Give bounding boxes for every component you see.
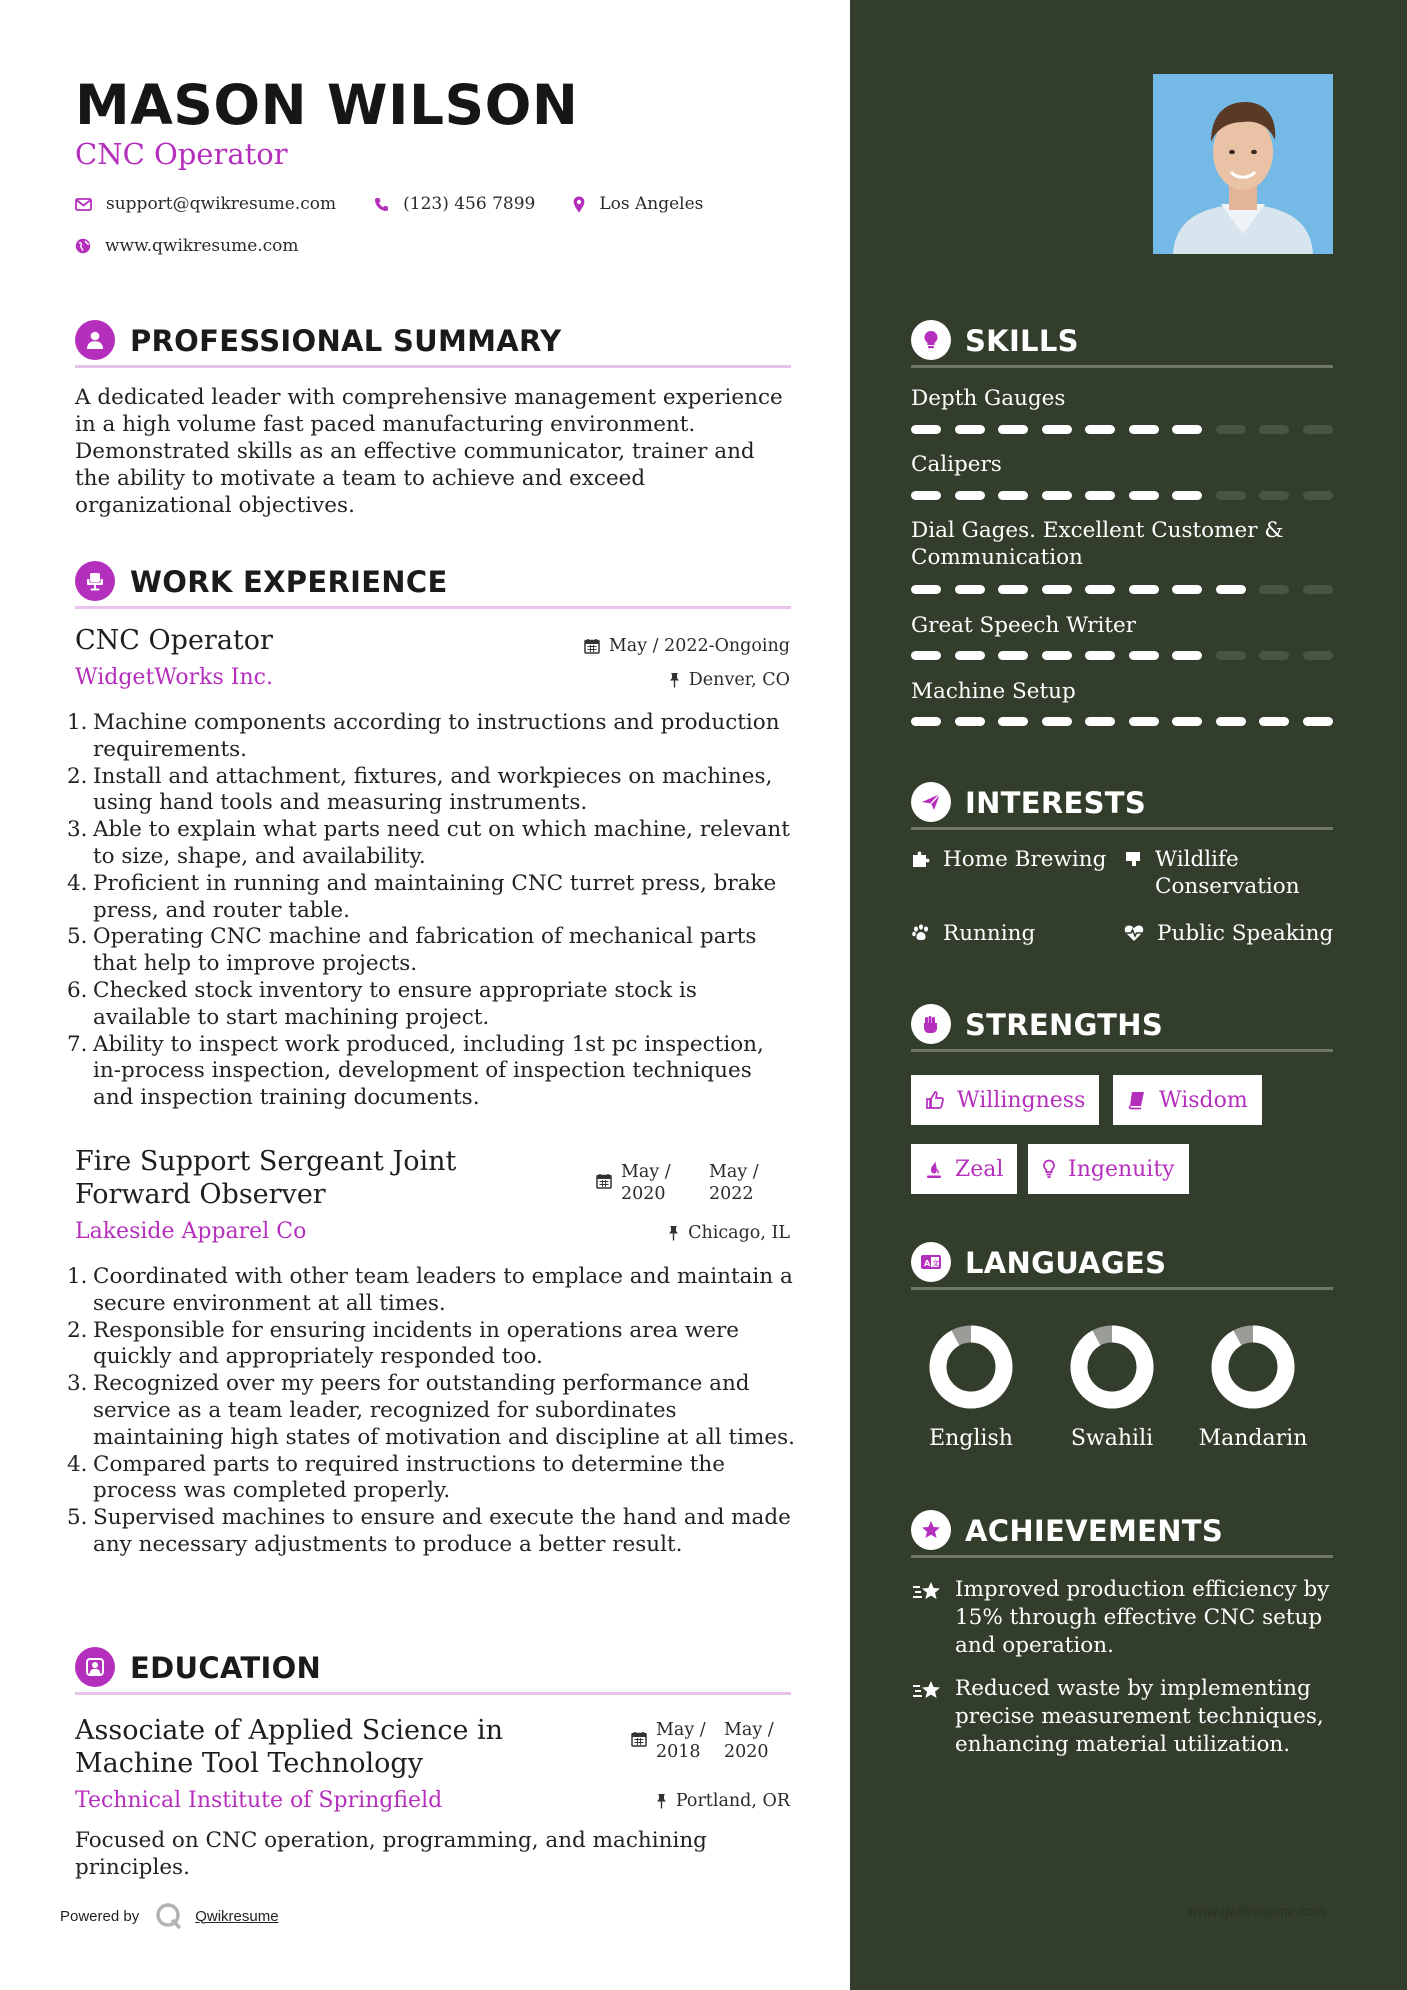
skill-dash-filled (1172, 585, 1202, 594)
skill-dash-filled (911, 651, 941, 660)
education-heading: EDUCATION (130, 1651, 322, 1685)
job-company: Lakeside Apparel Co (75, 1219, 307, 1244)
language-ring-fill (1220, 1334, 1286, 1400)
date-start: May / 2018 (656, 1720, 706, 1762)
flame-icon (925, 1159, 943, 1179)
school-name: Technical Institute of Springfield (75, 1788, 443, 1813)
interest-label: Public Speaking (1157, 921, 1334, 946)
skill-dash-filled (1042, 425, 1072, 434)
job-date-text: May / 2022-Ongoing (608, 636, 790, 656)
job-bullets (67, 1264, 797, 1559)
chair-icon (75, 561, 115, 601)
phone-text: (123) 456 7899 (403, 194, 536, 214)
qwikresume-logo-icon (155, 1902, 183, 1930)
candidate-title: CNC Operator (75, 137, 288, 171)
list-item: 3. Recognized over my peers for outstanding performance and service as a team leader, recognized for subordinates maintaining high states of motivation and discipline at all times. (67, 1371, 795, 1450)
website-row (75, 234, 337, 258)
svg-text:A: A (924, 1259, 931, 1268)
skill-dash-filled (1172, 425, 1202, 434)
email-contact[interactable] (75, 194, 336, 214)
email-icon (75, 198, 92, 211)
job-role: Fire Support Sergeant Joint Forward Observer (75, 1146, 457, 1210)
achievements-section-heading (911, 1504, 1333, 1558)
phone-contact[interactable] (374, 194, 535, 214)
skill-name: Depth Gauges (911, 386, 1066, 411)
skill-dash-empty (1216, 491, 1246, 500)
list-item: 1. Coordinated with other team leaders to emplace and maintain a secure environment at all times. (67, 1264, 793, 1316)
skill-dash-filled (1042, 651, 1072, 660)
strength-label: Ingenuity (1068, 1156, 1175, 1182)
lightbulb-outline-icon (1042, 1159, 1056, 1179)
contact-row (75, 192, 741, 216)
education-section-heading (75, 1641, 791, 1695)
interests-heading: INTERESTS (965, 786, 1147, 820)
skill-dash-filled (911, 491, 941, 500)
job-location (668, 1223, 790, 1243)
calendar-icon (584, 638, 600, 654)
skills-heading: SKILLS (965, 324, 1079, 358)
job-company: WidgetWorks Inc. (75, 665, 273, 690)
user-icon (75, 320, 115, 360)
skill-dash-filled (998, 717, 1028, 726)
skill-dash-empty (1303, 651, 1333, 660)
skill-name: Calipers (911, 452, 1002, 477)
edu-date-range (631, 1719, 784, 1763)
leaf-icon (1123, 849, 1143, 869)
powered-by-text: Powered by (60, 1907, 140, 1925)
languages-heading: LANGUAGES (965, 1246, 1167, 1280)
interests-section-heading (911, 776, 1333, 830)
book-icon (1127, 1090, 1147, 1110)
svg-text:文: 文 (932, 1259, 940, 1268)
list-item: 2. Responsible for ensuring incidents in operations area were quickly and appropriately responded too. (67, 1317, 740, 1370)
strength-tag (911, 1075, 1099, 1125)
skill-dash-filled (1172, 717, 1202, 726)
profile-photo (1153, 74, 1333, 254)
map-pin-icon (573, 196, 585, 213)
skill-level-bar (911, 425, 1333, 434)
skill-name: Great Speech Writer (911, 613, 1137, 638)
candidate-name: MASON WILSON (75, 73, 579, 137)
skill-dash-filled (1129, 425, 1159, 434)
skill-dash-filled (1085, 585, 1115, 594)
location-contact (573, 194, 703, 214)
globe-icon (75, 238, 91, 254)
website-contact[interactable] (75, 236, 299, 256)
interest-item (911, 846, 1106, 873)
location-text: Los Angeles (599, 194, 704, 214)
watermark-text: www.qwikresume.com (1187, 1903, 1326, 1919)
job-bullets (67, 710, 797, 1112)
skill-dash-empty (1303, 585, 1333, 594)
date-start: May / 2020 (621, 1162, 671, 1204)
skill-dash-filled (1129, 717, 1159, 726)
summary-section-heading (75, 314, 791, 368)
achievement-item (911, 1675, 1333, 1759)
skill-dash-filled (1042, 491, 1072, 500)
skill-dash-filled (1085, 717, 1115, 726)
list-item: 2. Install and attachment, fixtures, and workpieces on machines, using hand tools and measuring instruments. (67, 763, 773, 816)
puzzle-icon (911, 849, 931, 869)
skill-dash-empty (1303, 425, 1333, 434)
summary-text: A dedicated leader with comprehensive management experience in a high volume fast paced manufacturing environment. Demonstrated skills as an effective communicator, trainer and the ability to motivate a team to achieve and exceed organizational objectives. (75, 385, 783, 518)
skill-dash-filled (911, 717, 941, 726)
skill-dash-filled (955, 651, 985, 660)
interest-item (911, 920, 1035, 947)
skill-dash-filled (1042, 717, 1072, 726)
job-date-range (596, 1161, 769, 1205)
strength-label: Willingness (957, 1087, 1086, 1113)
list-item: 1. Machine components according to instructions and production requirements. (67, 710, 780, 762)
translate-icon (911, 1242, 951, 1282)
calendar-icon (631, 1731, 647, 1747)
strengths-section-heading (911, 998, 1333, 1052)
skill-dash-filled (1085, 491, 1115, 500)
skill-name: Dial Gages. Excellent Customer & Communication (911, 518, 1284, 570)
sidebar (850, 0, 1407, 1990)
skill-level-bar (911, 717, 1333, 726)
list-item: 3. Able to explain what parts need cut on which machine, relevant to size, shape, and availability. (67, 817, 790, 869)
skill-dash-filled (955, 425, 985, 434)
heartbeat-icon (1123, 923, 1145, 943)
skills-section-heading (911, 314, 1333, 368)
skill-dash-empty (1259, 585, 1289, 594)
skill-dash-filled (1129, 585, 1159, 594)
skill-dash-filled (998, 425, 1028, 434)
shooting-star-icon (911, 1679, 943, 1703)
interest-label: Wildlife Conservation (1155, 847, 1300, 899)
job-location-text: Chicago, IL (688, 1223, 790, 1243)
achievement-text: Reduced waste by implementing precise measurement techniques, enhancing material utilization. (955, 1676, 1324, 1757)
job-role: CNC Operator (75, 625, 273, 656)
list-item: 5. Operating CNC machine and fabrication of mechanical parts that help to improve projects. (67, 924, 757, 977)
pushpin-icon (656, 1793, 667, 1809)
skill-name: Machine Setup (911, 679, 1076, 704)
strength-tag (1113, 1075, 1262, 1125)
pushpin-icon (669, 672, 680, 688)
thumbs-up-icon (925, 1090, 945, 1110)
powered-by (60, 1902, 279, 1930)
skill-dash-filled (1216, 717, 1246, 726)
degree: Associate of Applied Science in Machine Tool Technology (75, 1715, 504, 1779)
pushpin-icon (668, 1225, 679, 1241)
strength-label: Wisdom (1159, 1087, 1248, 1113)
languages-section-heading (911, 1236, 1333, 1290)
interest-item (1123, 920, 1333, 947)
email-text: support@qwikresume.com (106, 194, 337, 214)
language-name: Mandarin (1198, 1426, 1308, 1451)
skill-dash-filled (1042, 585, 1072, 594)
language-level-ring (1193, 1322, 1313, 1412)
graduate-icon (75, 1647, 115, 1687)
fist-icon (911, 1004, 951, 1044)
skill-dash-filled (1172, 491, 1202, 500)
skill-level-bar (911, 651, 1333, 660)
skill-dash-empty (1216, 425, 1246, 434)
skill-dash-filled (1085, 425, 1115, 434)
skill-dash-filled (955, 585, 985, 594)
skill-dash-empty (1259, 425, 1289, 434)
language-item (1052, 1322, 1172, 1451)
skill-dash-filled (1129, 651, 1159, 660)
job-location (669, 670, 790, 690)
achievement-text: Improved production efficiency by 15% through effective CNC setup and operation. (955, 1577, 1330, 1658)
paw-icon (911, 923, 931, 943)
strength-tag (1028, 1144, 1189, 1194)
language-name: Swahili (1070, 1426, 1154, 1451)
skill-dash-filled (1303, 717, 1333, 726)
paper-plane-icon (911, 782, 951, 822)
strength-tag (911, 1144, 1017, 1194)
language-level-ring (1052, 1322, 1172, 1412)
job-date (584, 636, 790, 656)
education-description: Focused on CNC operation, programming, and machining principles. (75, 1828, 707, 1880)
language-item (911, 1322, 1031, 1451)
date-end: May / 2022 (709, 1162, 759, 1204)
language-ring-fill (938, 1334, 1004, 1400)
list-item: 4. Compared parts to required instructions to determine the process was completed properly. (67, 1451, 725, 1504)
skill-dash-empty (1303, 491, 1333, 500)
phone-icon (374, 197, 389, 212)
calendar-icon (596, 1173, 612, 1189)
job-location-text: Denver, CO (688, 670, 790, 690)
skill-dash-filled (1085, 651, 1115, 660)
skill-dash-filled (1172, 651, 1202, 660)
skill-dash-filled (1216, 585, 1246, 594)
skill-dash-filled (1129, 491, 1159, 500)
skill-dash-filled (998, 651, 1028, 660)
qwikresume-link[interactable]: Qwikresume (195, 1907, 279, 1925)
skill-level-bar (911, 491, 1333, 500)
strength-label: Zeal (955, 1156, 1004, 1182)
summary-heading: PROFESSIONAL SUMMARY (130, 324, 562, 358)
lightbulb-icon (911, 320, 951, 360)
shooting-star-icon (911, 1580, 943, 1604)
list-item: 7. Ability to inspect work produced, including 1st pc inspection, in-process inspection, development of inspection techniques and inspection training documents. (67, 1031, 764, 1111)
skill-dash-filled (1259, 717, 1289, 726)
skill-level-bar (911, 585, 1333, 594)
skill-dash-empty (1259, 491, 1289, 500)
skill-dash-filled (955, 491, 985, 500)
list-item: 5. Supervised machines to ensure and execute the hand and made any necessary adjustments to produce a better result. (67, 1505, 791, 1557)
language-ring-fill (1079, 1334, 1145, 1400)
skill-dash-empty (1259, 651, 1289, 660)
language-item (1193, 1322, 1313, 1451)
work-heading: WORK EXPERIENCE (130, 565, 448, 599)
list-item: 6. Checked stock inventory to ensure appropriate stock is available to start machining project. (67, 977, 697, 1030)
achievement-item (911, 1576, 1333, 1660)
interest-label: Home Brewing (943, 847, 1107, 872)
language-name: English (929, 1426, 1013, 1451)
star-icon (911, 1510, 951, 1550)
work-section-heading (75, 555, 791, 609)
date-end: May / 2020 (724, 1720, 774, 1762)
interest-item (1123, 846, 1323, 900)
skill-dash-filled (911, 585, 941, 594)
website-text: www.qwikresume.com (105, 236, 299, 256)
language-level-ring (911, 1322, 1031, 1412)
edu-location-text: Portland, OR (675, 1791, 790, 1811)
interest-label: Running (943, 921, 1036, 946)
skill-dash-filled (955, 717, 985, 726)
list-item: 4. Proficient in running and maintaining CNC turret press, brake press, and router table. (67, 870, 777, 923)
skill-dash-empty (1216, 651, 1246, 660)
strengths-heading: STRENGTHS (965, 1008, 1164, 1042)
edu-location (656, 1791, 790, 1811)
skill-dash-filled (998, 491, 1028, 500)
skill-dash-filled (998, 585, 1028, 594)
skill-dash-filled (911, 425, 941, 434)
achievements-heading: ACHIEVEMENTS (965, 1514, 1224, 1548)
